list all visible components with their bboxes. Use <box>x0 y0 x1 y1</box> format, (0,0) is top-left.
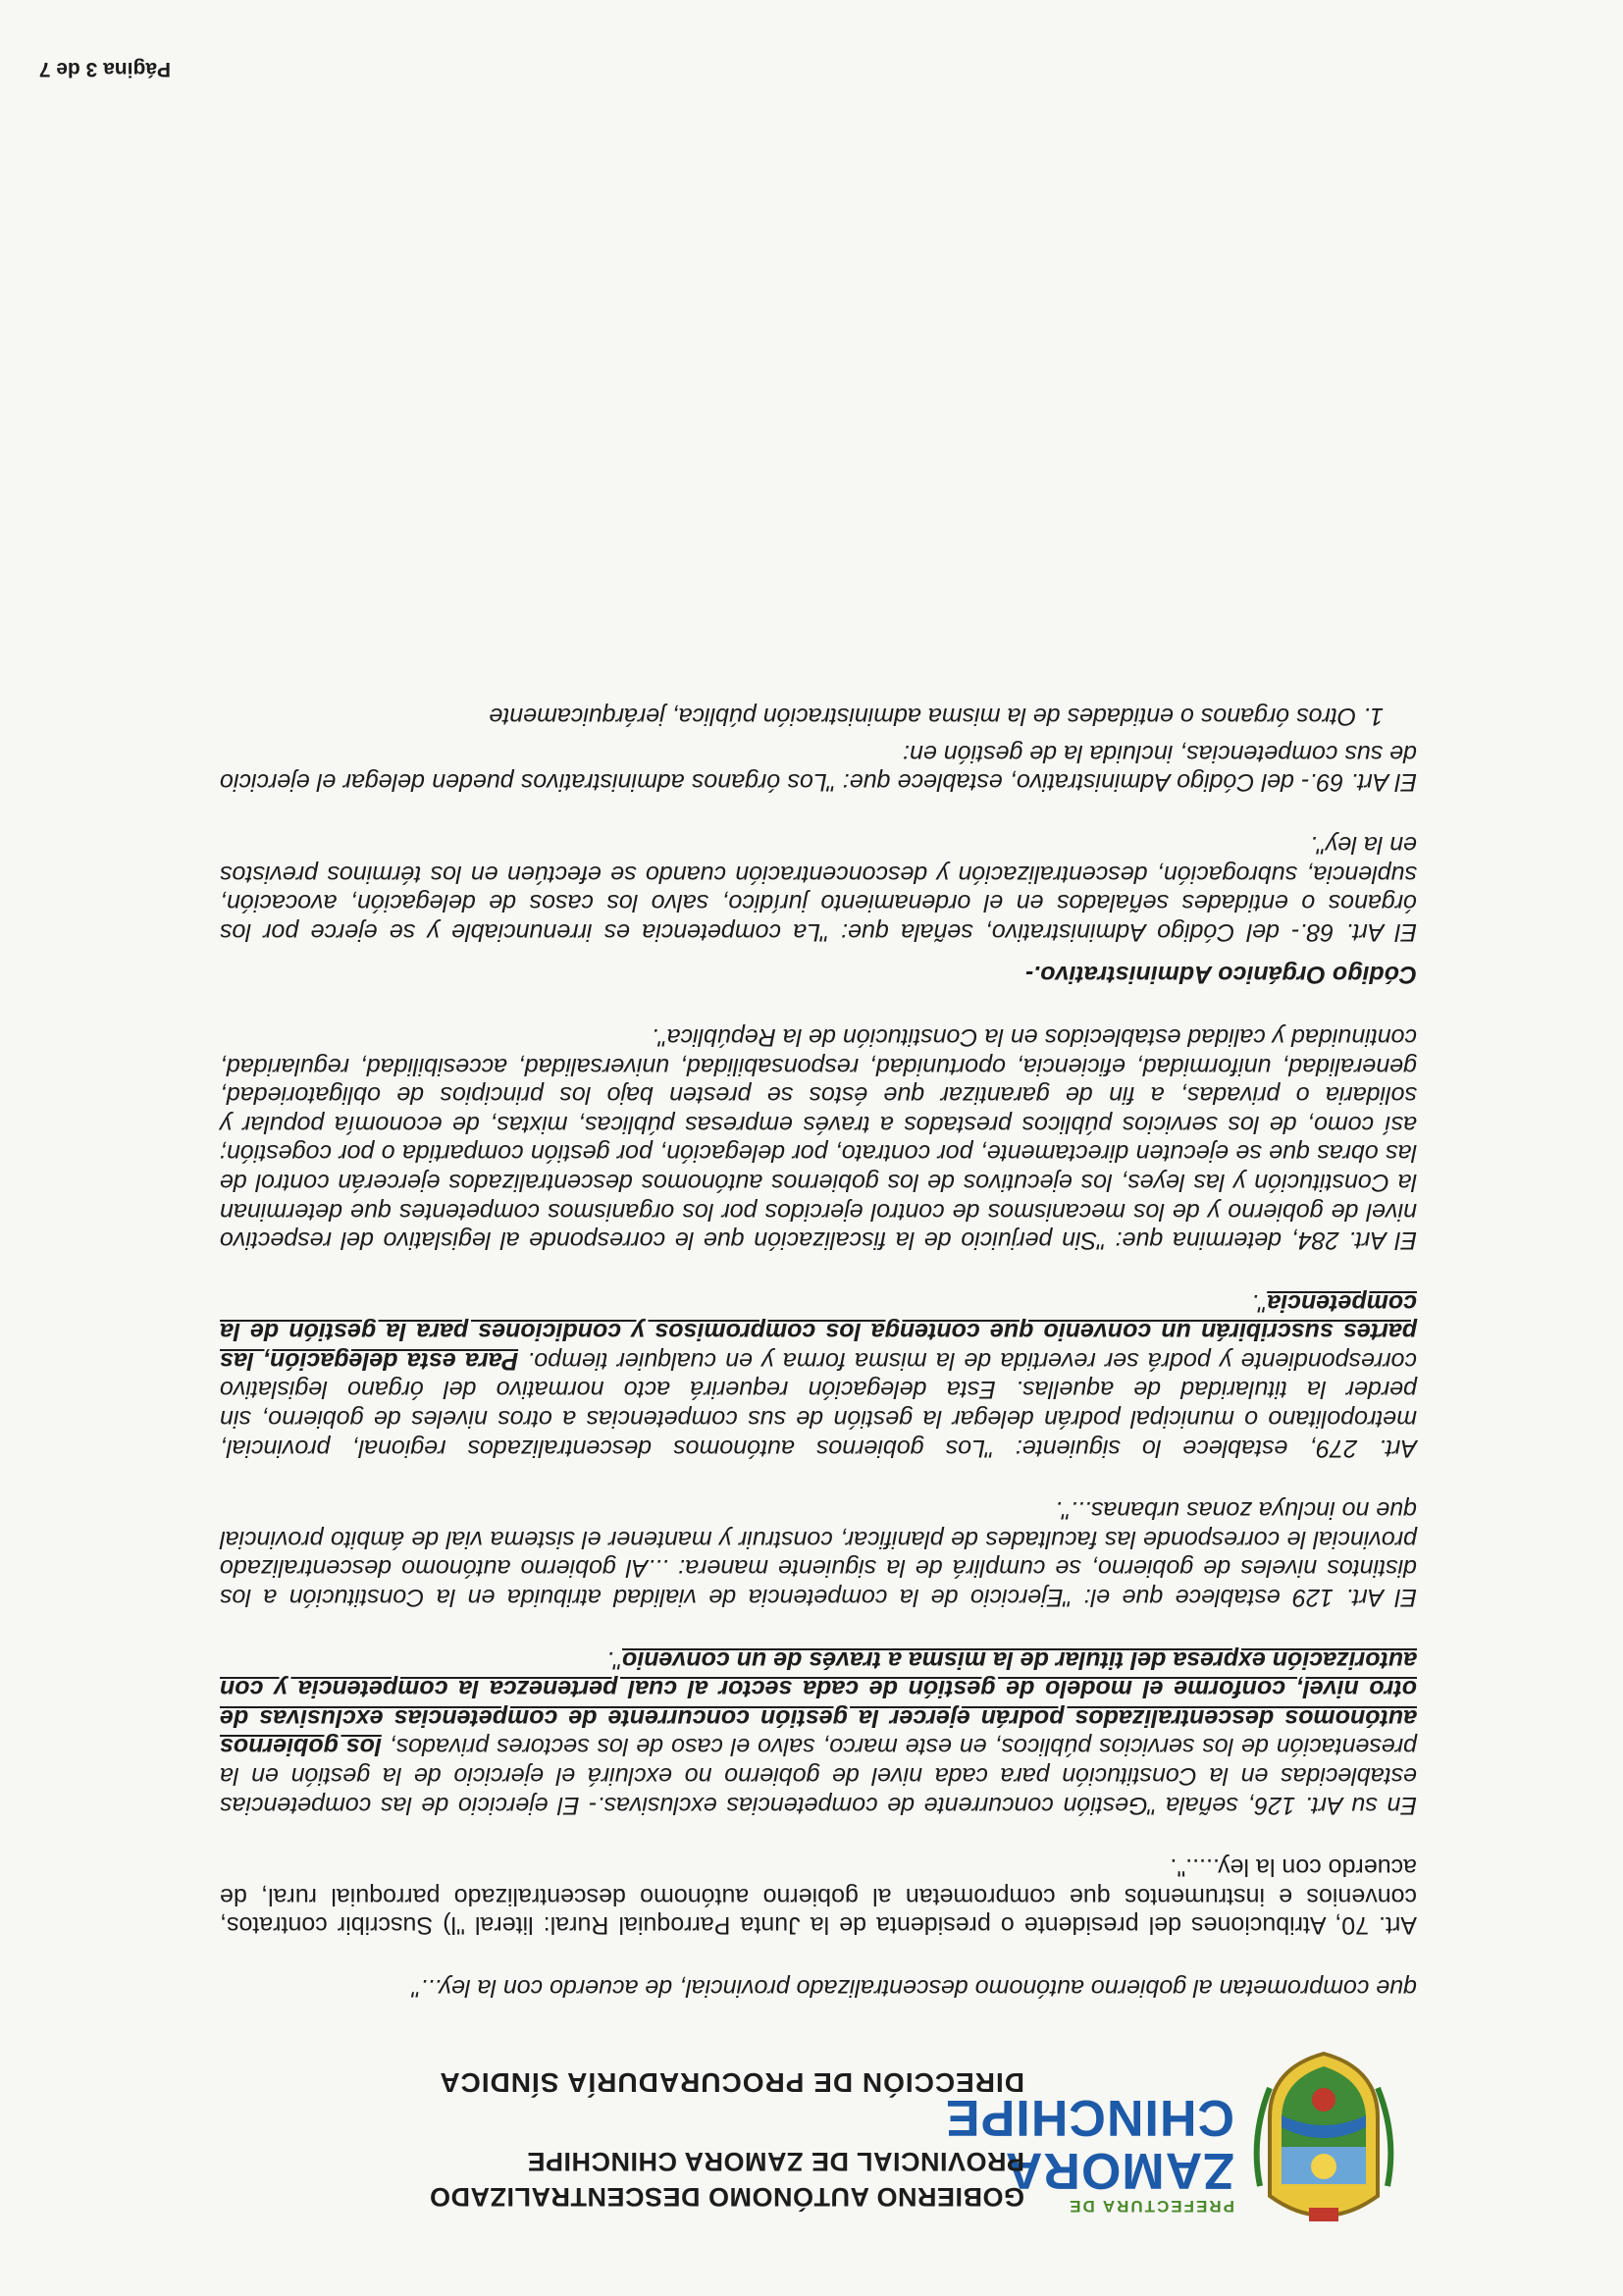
paragraph-art-70: Art. 70, Atribuciones del presidente o presidenta de la Junta Parroquial Rural: literal "l) Suscribir contratos, convenios e instrumentos que comprometan al gobierno autónomo descentralizado parroquial rural, de acuerdo con la ley.....". <box>220 1853 1417 1940</box>
art-279-close: ". <box>1251 1288 1268 1317</box>
coat-of-arms-logo <box>1250 2051 1397 2225</box>
page-number: Página 3 de 7 <box>38 58 171 80</box>
paragraph-art-129: El Art. 129 establece que el: "Ejercicio de la competencia de vialidad atribuida en la Constitución a los distintos niveles de gobierno, se cumplirá de la siguiente manera: ...Al gobierno autónomo descentralizado provincial le corresponde las facultades de planificar, construir y mantener el sistema vial de ámbito provincial que no incluya zonas urbanas...". <box>220 1496 1417 1612</box>
paragraph-art-279 <box>220 1287 1417 1462</box>
section-title: Código Orgánico Administrativo.- <box>1024 961 1417 989</box>
department-name: DIRECCIÓN DE PROCURADURÍA SÍNDICA <box>439 2067 1024 2098</box>
organization-name-line2: PROVINCIAL DE ZAMORA CHINCHIPE <box>526 2147 1024 2176</box>
paragraph-art-126 <box>220 1644 1417 1819</box>
document-body <box>220 668 1417 2002</box>
art-126-close: ". <box>606 1645 622 1674</box>
brand-prefix: PREFECTURA DE <box>1068 2197 1234 2216</box>
list-item-1: 1. Otros órganos o entidades de la misma administración pública, jerárquicamente <box>489 703 1384 731</box>
organization-name-line1: GOBIERNO AUTÓNOMO DESCENTRALIZADO <box>429 2182 1024 2212</box>
brand-name-line2: CHINCHIPE <box>944 2089 1234 2146</box>
art-279-emphasis: Para esta delegación, las partes suscribirán un convenio que contenga los compromisos y condiciones para la gestión de la competencia <box>220 1288 1417 1375</box>
art-126-quote: En su Art. 126, señala "Gestión concurrente de competencias exclusivas.- El ejercicio de las competencias establecidas en la Constitución para cada nivel de gobierno no excluirá el ejercicio de la gestión en la presentación de los servicios públicos, en este marco, salvo el caso de los sectores privados, <box>220 1733 1417 1819</box>
paragraph-art-284: El Art. 284, determina que: "Sin perjuicio de la fiscalización que le corresponde al legislativo del respectivo nivel de gobierno y de los mecanismos de control ejercidos por los organismos competentes que determinan la Constitución y las leyes, los ejecutivos de los gobiernos autónomos descentralizados ejercerán control de las obras que se ejecuten directamente, por contrato, por delegación, por gestión compartida o por cogestión; así como, de los servicios públicos prestados a través empresas públicas, mixtas, de economía popular y solidaria o privadas, a fin de garantizar que éstos se presten bajo los principios de obligatoriedad, generalidad, uniformidad, eficiencia, oportunidad, responsabilidad, universalidad, accesibilidad, regularidad, continuidad y calidad establecidos en la Constitución de la República". <box>220 1022 1417 1255</box>
brand-name-line1: ZAMORA <box>1004 2142 1234 2199</box>
letterhead <box>161 2039 1397 2225</box>
art-126-emphasis: los gobiernos autónomos descentralizados podrán ejercer la gestión concurrente de competencias exclusivas de otro nivel, conforme el modelo de gestión de cada sector al cual pertenezca la competencia y con autorización expresa del titular de la misma a través de un convenio <box>219 1645 1417 1761</box>
paragraph-art-69: El Art. 69.- del Código Administrativo, establece que: "Los órganos administrativos pueden delegar el ejercicio de sus competencias, incluida la de gestión en: <box>220 739 1417 797</box>
paragraph-continuation: que comprometan al gobierno autónomo descentralizado provincial, de acuerdo con la ley..." <box>411 1974 1417 2002</box>
paragraph-art-68: El Art. 68.- del Código Administrativo, señala que: "La competencia es irrenunciable y se ejerce por los órganos o entidades señalados en el ordenamiento jurídico, salvo los casos de delegación, avocación, suplencia, subrogación, descentralización y desconcentración cuando se efectúen en los términos previstos en la ley". <box>220 831 1417 946</box>
art-279-quote: Art. 279, establece lo siguiente: "Los gobiernos autónomos descentralizados regional, provincial, metropolitano o municipal podrán delegar la gestión de sus competencias a otros niveles de gobierno, sin perder la titularidad de aquellas. Esta delegación requerirá acto normativo del órgano legislativo correspondiente y podrá ser revertida de la misma forma y en cualquier tiempo. <box>220 1346 1417 1462</box>
